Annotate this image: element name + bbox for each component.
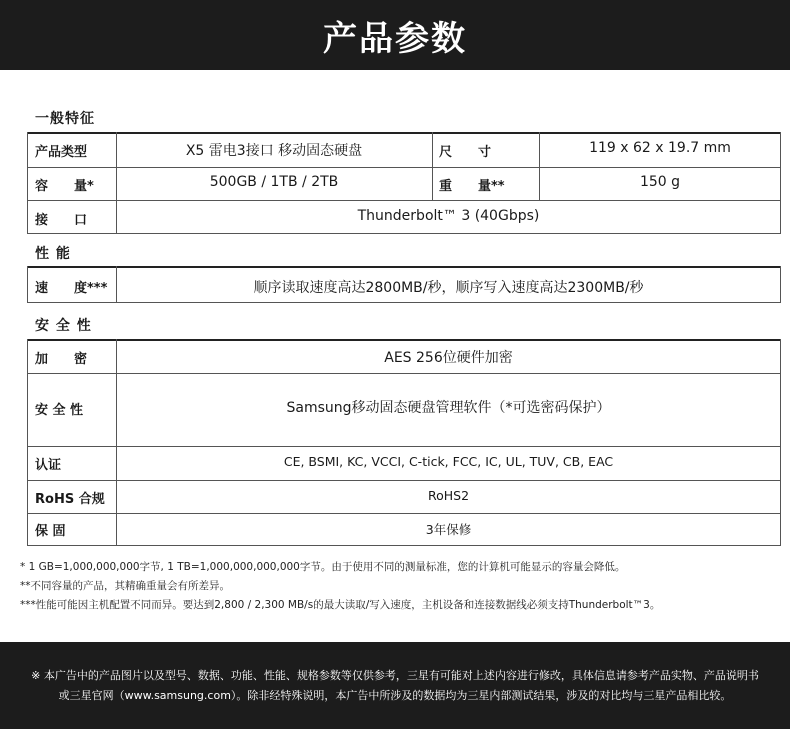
divider [27, 200, 781, 201]
label-speed: 速 度*** [35, 281, 108, 296]
divider [116, 132, 117, 234]
value-interface: Thunderbolt™ 3 (40Gbps) [357, 208, 540, 224]
disclaimer-footer [0, 642, 790, 729]
divider [27, 266, 781, 268]
divider [116, 339, 117, 546]
divider [780, 339, 781, 546]
section-performance: 性 能 [35, 246, 71, 262]
footnote: **不同容量的产品，其精确重量会有所差异。 [20, 580, 230, 592]
label-encryption: 加 密 [35, 352, 88, 367]
page-header [0, 0, 790, 70]
label-weight: 重 量** [439, 179, 505, 194]
section-general: 一般特征 [35, 111, 95, 127]
divider [27, 513, 781, 514]
divider [27, 233, 781, 234]
divider [27, 373, 781, 374]
divider [27, 446, 781, 447]
footnotes [20, 558, 790, 615]
label-interface: 接 口 [35, 213, 88, 228]
divider [539, 132, 540, 201]
footnote: * 1 GB=1,000,000,000字节, 1 TB=1,000,000,000,000字节。由于使用不同的测量标准，您的计算机可能显示的容量会降低。 [20, 561, 626, 573]
divider [780, 132, 781, 234]
disclaimer-line: 或三星官网（www.samsung.com）。除非经特殊说明，本广告中所涉及的数据均为三星内部测试结果，涉及的对比均与三星产品相比较。 [58, 689, 732, 702]
value-rohs: RoHS2 [427, 488, 470, 503]
divider [27, 480, 781, 481]
value-size: 119 x 62 x 19.7 mm [589, 140, 731, 156]
label-certification: 认证 [35, 458, 62, 473]
divider [27, 302, 781, 303]
value-capacity: 500GB / 1TB / 2TB [209, 174, 339, 190]
divider [116, 266, 117, 303]
divider [27, 132, 781, 134]
value-type: X5 雷电3接口 移动固态硬盘 [185, 143, 363, 159]
divider [27, 167, 781, 168]
divider [27, 339, 28, 546]
label-size: 尺 寸 [439, 145, 492, 160]
label-security: 安 全 性 [35, 403, 84, 418]
label-type: 产品类型 [35, 145, 88, 160]
page-title: 产品参数 [323, 18, 467, 59]
section-security: 安 全 性 [35, 318, 92, 334]
divider [432, 132, 433, 201]
value-speed: 顺序读取速度高达2800MB/秒，顺序写入速度高达2300MB/秒 [253, 280, 644, 296]
value-certification: CE, BSMI, KC, VCCI, C-tick, FCC, IC, UL, TUV, CB, EAC [283, 454, 614, 469]
value-weight: 150 g [639, 174, 681, 190]
value-security: Samsung移动固态硬盘管理软件（*可选密码保护） [286, 400, 611, 416]
divider [27, 266, 28, 303]
label-capacity: 容 量* [35, 179, 94, 194]
divider [27, 545, 781, 546]
divider [27, 132, 28, 234]
footnote: ***性能可能因主机配置不同而异。要达到2,800 / 2,300 MB/s的最大读取/写入速度，主机设备和连接数据线必须支持Thunderbolt™3。 [20, 599, 661, 611]
value-warranty: 3年保修 [425, 522, 472, 537]
divider [780, 266, 781, 303]
divider [27, 339, 781, 341]
label-rohs: RoHS 合规 [35, 492, 105, 507]
value-encryption: AES 256位硬件加密 [384, 350, 513, 366]
label-warranty: 保 固 [35, 524, 66, 539]
disclaimer-line: ※ 本广告中的产品图片以及型号、数据、功能、性能、规格参数等仅供参考，三星有可能对上述内容进行修改，具体信息请参考产品实物、产品说明书 [31, 669, 759, 682]
